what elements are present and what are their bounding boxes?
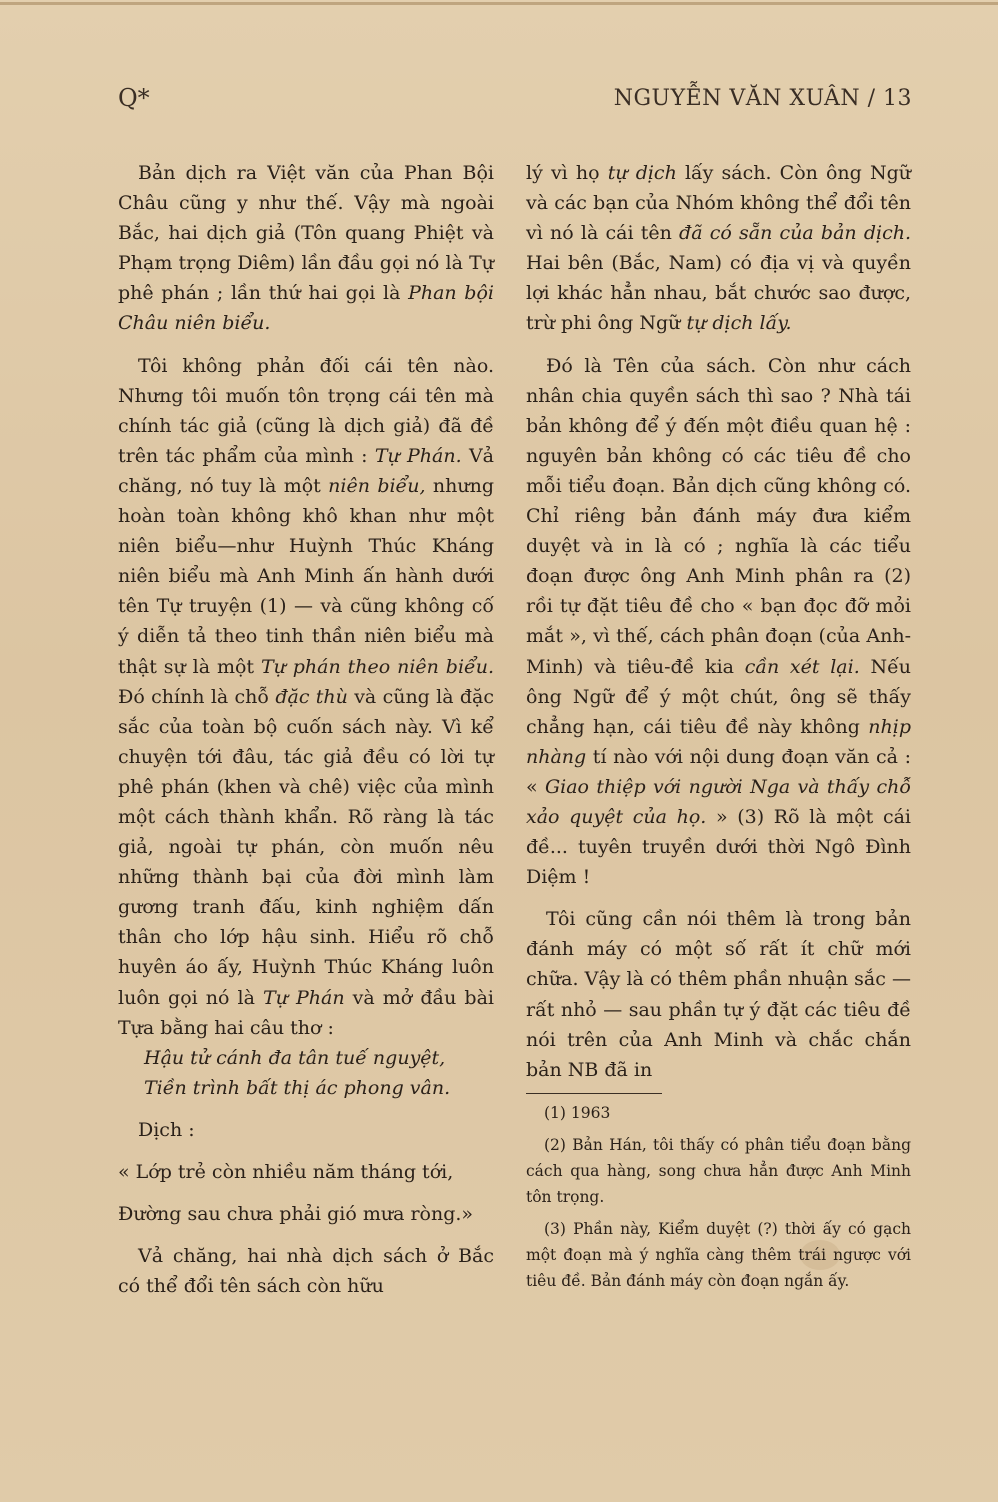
header-mark: Q*: [118, 84, 150, 112]
paragraph-self-translation: lý vì họ tự dịch lấy sách. Còn ông Ngữ và các bạn của Nhóm không thể đổi tên vì nó là cái tên đã có sẵn của bản dịch. Hai bên (Bắc, Nam) có địa vị và quyền lợi khác hẳn nhau, bắt chước sao được, trừ phi ông Ngữ tự dịch lấy.: [526, 162, 911, 335]
translation-label: Dịch :: [138, 1118, 195, 1141]
translated-line-1: « Lớp trẻ còn nhiều năm tháng tới,: [118, 1161, 454, 1183]
poem-line-2: Tiền trình bất thị ác phong vân.: [144, 1076, 451, 1099]
footnote-2: (2) Bản Hán, tôi thấy có phân tiểu đoạn bằng cách qua hàng, song chưa hẳn được Anh Minh tôn trọng.: [526, 1135, 911, 1206]
footnote-1: (1) 1963: [544, 1103, 611, 1122]
page-top-edge: [0, 2, 998, 5]
footnotes: [526, 1100, 911, 1294]
left-column: [118, 158, 494, 1301]
footnote-3: (3) Phần này, Kiểm duyệt (?) thời ấy có gạch một đoạn mà ý nghĩa càng thêm trái ngược với tiêu đề. Bản đánh máy còn đoạn ngắn ấy.: [526, 1219, 911, 1290]
paragraph-tu-phan: Tôi không phản đối cái tên nào. Nhưng tôi muốn tôn trọng cái tên mà chính tác giả (cũng là dịch giả) đã đề trên tác phẩm của mình : Tự Phán. Vả chăng, nó tuy là một niên biểu, nhưng hoàn toàn không khô khan như một niên biểu—như Huỳnh Thúc Kháng niên biểu mà Anh Minh ấn hành dưới tên Tự truyện (1) — và cũng không cố ý diễn tả theo tinh thần niên biểu mà thật sự là một Tự phán theo niên biểu. Đó chính là chỗ đặc thù và cũng là đặc sắc của toàn bộ cuốn sách này. Vì kể chuyện tới đâu, tác giả đều có lời tự phê phán (khen và chê) việc của mình một cách thành khẩn. Rõ ràng là tác giả, ngoài tự phán, còn muốn nêu những thành bại của đời mình làm gương tranh đấu, kinh nghiệm dấn thân cho lớp hậu sinh. Hiểu rõ chỗ huyên áo ấy, Huỳnh Thúc Kháng luôn luôn gọi nó là Tự Phán và mở đầu bài Tựa bằng hai câu thơ :: [118, 354, 495, 1039]
footnote-divider: [526, 1093, 662, 1094]
paragraph-sections: Đó là Tên của sách. Còn như cách nhân chia quyền sách thì sao ? Nhà tái bản không để ý đến một điều quan hệ : nguyên bản không có các tiêu đề cho mỗi tiểu đoạn. Bản dịch cũng không có. Chỉ riêng bản đánh máy đưa kiểm duyệt và in là có ; nghĩa là các tiểu đoạn được ông Anh Minh phân ra (2) rồi tự đặt tiêu đề cho « bạn đọc đỡ mỏi mắt », vì thế, cách phân đoạn (của Anh-Minh) và tiêu-đề kia cần xét lại. Nếu ông Ngữ để ý một chút, ông sẽ thấy chẳng hạn, cái tiêu đề này không nhịp nhàng tí nào với nội dung đoạn văn cả : « Giao thiệp với người Nga và thấy chỗ xảo quyệt của họ. » (3) Rõ là một cái đề... tuyên truyền dưới thời Ngô Đình Diệm !: [526, 354, 912, 889]
running-header: NGUYỄN VĂN XUÂN / 13: [613, 86, 912, 111]
right-column: [526, 158, 911, 1294]
poem-line-1: Hậu tử cánh đa tân tuế nguyệt,: [144, 1046, 446, 1069]
paragraph-rename: Vả chăng, hai nhà dịch sách ở Bắc có thể đổi tên sách còn hữu: [118, 1245, 494, 1298]
paragraph-typescript: Tôi cũng cần nói thêm là trong bản đánh máy có một số rất ít chữ mới chữa. Vậy là có thêm phần nhuận sắc — rất nhỏ — sau phần tự ý đặt các tiêu đề nói trên của Anh Minh và chắc chắn bản NB đã in: [526, 908, 911, 1081]
translated-line-2: Đường sau chưa phải gió mưa ròng.»: [118, 1203, 474, 1226]
paragraph-translation-names: Bản dịch ra Việt văn của Phan Bội Châu cũng y như thế. Vậy mà ngoài Bắc, hai dịch giả (Tôn quang Phiệt và Phạm trọng Diêm) lần đầu gọi nó là Tự phê phán ; lần thứ hai gọi là Phan bội Châu niên biểu.: [118, 162, 494, 335]
